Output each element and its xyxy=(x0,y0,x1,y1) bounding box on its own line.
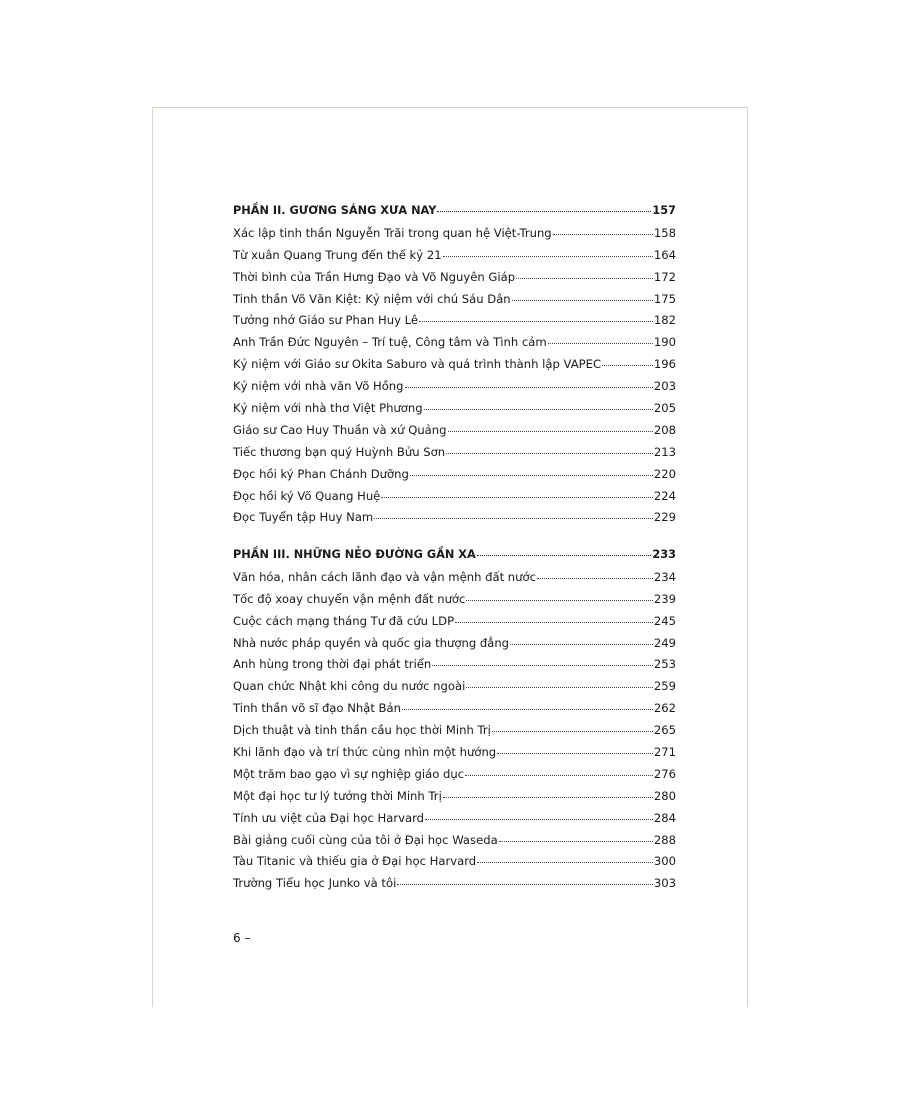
toc-entry-title: Đọc hồi ký Phan Chánh Dưỡng xyxy=(233,466,409,481)
toc-entry-page: 182 xyxy=(653,313,676,328)
section-heading-page: 233 xyxy=(652,548,676,561)
toc-entry xyxy=(233,467,676,489)
toc-entry-page: 213 xyxy=(653,444,676,459)
dot-leader xyxy=(499,841,653,842)
dot-leader xyxy=(516,278,653,279)
dot-leader xyxy=(466,687,653,688)
toc-entry-title: Anh Trần Đức Nguyên – Trí tuệ, Công tâm và Tình cảm xyxy=(233,335,547,350)
dot-leader xyxy=(437,211,651,212)
toc-entry-title: Anh hùng trong thời đại phát triển xyxy=(233,657,432,672)
section-heading xyxy=(233,548,676,570)
toc-entry-page: 190 xyxy=(653,335,676,350)
toc-entry-page: 271 xyxy=(653,745,676,760)
dot-leader xyxy=(497,753,653,754)
toc-entry-title: Xác lập tinh thần Nguyễn Trãi trong quan hệ Việt-Trung xyxy=(233,225,552,240)
toc-section-phan-ii xyxy=(233,204,676,532)
dot-leader xyxy=(455,622,653,623)
toc-entry-page: 265 xyxy=(653,723,676,738)
toc-entry-page: 158 xyxy=(653,225,676,240)
dot-leader xyxy=(443,256,653,257)
toc-entry xyxy=(233,636,676,658)
dot-leader xyxy=(548,343,653,344)
toc-entry-title: Tốc độ xoay chuyển vận mệnh đất nước xyxy=(233,591,466,606)
dot-leader xyxy=(553,234,653,235)
toc-entry-page: 172 xyxy=(653,269,676,284)
toc-entry xyxy=(233,745,676,767)
toc-entry xyxy=(233,723,676,745)
toc-entry xyxy=(233,701,676,723)
toc-entry xyxy=(233,811,676,833)
toc-entry-title: Khi lãnh đạo và trí thức cùng nhìn một hướng xyxy=(233,745,497,760)
dot-leader xyxy=(432,665,653,666)
dot-leader xyxy=(510,644,653,645)
page-number: 6 – xyxy=(233,931,251,945)
toc-entry-title: Thời bình của Trần Hưng Đạo và Võ Nguyên Giáp xyxy=(233,269,516,284)
toc-entry-title: Giáo sư Cao Huy Thuần và xứ Quảng xyxy=(233,422,447,437)
toc-entry-title: Tinh thần Võ Văn Kiệt: Kỷ niệm với chú Sáu Dân xyxy=(233,291,511,306)
toc-entry-page: 262 xyxy=(653,701,676,716)
toc-entry-title: Tính ưu việt của Đại học Harvard xyxy=(233,810,424,825)
toc-entry-page: 229 xyxy=(653,510,676,525)
toc-entry-title: Trường Tiểu học Junko và tôi xyxy=(233,876,397,891)
toc-entry-title: Tàu Titanic và thiếu gia ở Đại học Harvard xyxy=(233,854,477,869)
toc-entry-page: 288 xyxy=(653,832,676,847)
dot-leader xyxy=(448,431,653,432)
toc-entry-page: 175 xyxy=(653,291,676,306)
dot-leader xyxy=(537,578,653,579)
dot-leader xyxy=(424,409,653,410)
section-heading-title: PHẦN II. GƯƠNG SÁNG XƯA NAY xyxy=(233,204,437,217)
dot-leader xyxy=(466,600,652,601)
toc-entry xyxy=(233,570,676,592)
toc-entry xyxy=(233,379,676,401)
dot-leader xyxy=(374,518,653,519)
toc-entry-page: 259 xyxy=(653,679,676,694)
toc-entry-title: Đọc Tuyển tập Huy Nam xyxy=(233,510,374,525)
dot-leader xyxy=(446,453,653,454)
dot-leader xyxy=(419,321,653,322)
toc-entry-page: 164 xyxy=(653,247,676,262)
section-heading-title: PHẦN III. NHỮNG NẺO ĐƯỜNG GẦN XA xyxy=(233,548,476,561)
toc-entry-page: 203 xyxy=(653,379,676,394)
toc-entry-title: Tưởng nhớ Giáo sư Phan Huy Lê xyxy=(233,313,419,328)
toc-entry-page: 253 xyxy=(653,657,676,672)
toc-entry-title: Kỷ niệm với nhà thơ Việt Phương xyxy=(233,401,423,416)
toc-entry-page: 280 xyxy=(653,788,676,803)
toc-entry xyxy=(233,876,676,898)
section-heading-page: 157 xyxy=(652,204,676,217)
toc-entry xyxy=(233,657,676,679)
toc-entry-page: 245 xyxy=(653,613,676,628)
toc-entry-title: Kỷ niệm với nhà văn Võ Hồng xyxy=(233,379,404,394)
toc-entry-page: 276 xyxy=(653,766,676,781)
toc-entry xyxy=(233,313,676,335)
toc-entry-page: 196 xyxy=(653,357,676,372)
toc-entry xyxy=(233,357,676,379)
toc-entry xyxy=(233,270,676,292)
toc-entry-title: Từ xuân Quang Trung đến thế kỷ 21 xyxy=(233,247,442,262)
toc-entry-title: Quan chức Nhật khi công du nước ngoài xyxy=(233,679,466,694)
dot-leader xyxy=(402,709,653,710)
toc-entry-title: Một trăm bao gạo vì sự nghiệp giáo dục xyxy=(233,766,465,781)
dot-leader xyxy=(425,819,653,820)
dot-leader xyxy=(465,775,653,776)
dot-leader xyxy=(492,731,653,732)
dot-leader xyxy=(397,884,653,885)
toc-entry xyxy=(233,292,676,314)
dot-leader xyxy=(410,475,653,476)
toc-entry xyxy=(233,854,676,876)
dot-leader xyxy=(477,862,653,863)
toc-entry-title: Cuộc cách mạng tháng Tư đã cứu LDP xyxy=(233,613,455,628)
toc-entry-title: Kỷ niệm với Giáo sư Okita Saburo và quá trình thành lập VAPEC xyxy=(233,357,602,372)
toc-entry-title: Văn hóa, nhân cách lãnh đạo và vận mệnh đất nước xyxy=(233,569,536,584)
toc-entry xyxy=(233,833,676,855)
toc-entry xyxy=(233,226,676,248)
toc-section-phan-iii xyxy=(233,548,676,898)
toc-entry-title: Bài giảng cuối cùng của tôi ở Đại học Waseda xyxy=(233,832,498,847)
toc-entry-title: Nhà nước pháp quyền và quốc gia thượng đẳng xyxy=(233,635,510,650)
toc-entry-page: 249 xyxy=(653,635,676,650)
toc-entry-page: 208 xyxy=(653,422,676,437)
toc-entry-title: Tiếc thương bạn quý Huỳnh Bửu Sơn xyxy=(233,444,446,459)
toc-entry-page: 224 xyxy=(653,488,676,503)
toc-entry xyxy=(233,401,676,423)
toc-entry-title: Một đại học tư lý tưởng thời Minh Trị xyxy=(233,788,442,803)
toc-entry-title: Tinh thần võ sĩ đạo Nhật Bản xyxy=(233,701,401,716)
toc-entry xyxy=(233,510,676,532)
dot-leader xyxy=(405,387,653,388)
dot-leader xyxy=(381,497,653,498)
toc-entry-page: 303 xyxy=(653,876,676,891)
dot-leader xyxy=(443,797,653,798)
toc-entry xyxy=(233,423,676,445)
toc-entry xyxy=(233,614,676,636)
toc-entry-page: 220 xyxy=(653,466,676,481)
toc-entry-title: Đọc hồi ký Võ Quang Huệ xyxy=(233,488,381,503)
toc-entry xyxy=(233,248,676,270)
toc-entry xyxy=(233,445,676,467)
dot-leader xyxy=(477,555,652,556)
toc-entry-page: 284 xyxy=(653,810,676,825)
toc-entry xyxy=(233,489,676,511)
toc-entry xyxy=(233,335,676,357)
dot-leader xyxy=(512,300,653,301)
toc-entry-page: 300 xyxy=(653,854,676,869)
toc-entry-page: 234 xyxy=(653,569,676,584)
toc-entry xyxy=(233,592,676,614)
toc-entry xyxy=(233,767,676,789)
toc-entry xyxy=(233,679,676,701)
toc-entry-page: 205 xyxy=(653,401,676,416)
toc-entry-title: Dịch thuật và tinh thần cầu học thời Minh Trị xyxy=(233,723,491,738)
toc-entry-page: 239 xyxy=(653,591,676,606)
dot-leader xyxy=(602,365,653,366)
section-heading xyxy=(233,204,676,226)
toc-entry xyxy=(233,789,676,811)
